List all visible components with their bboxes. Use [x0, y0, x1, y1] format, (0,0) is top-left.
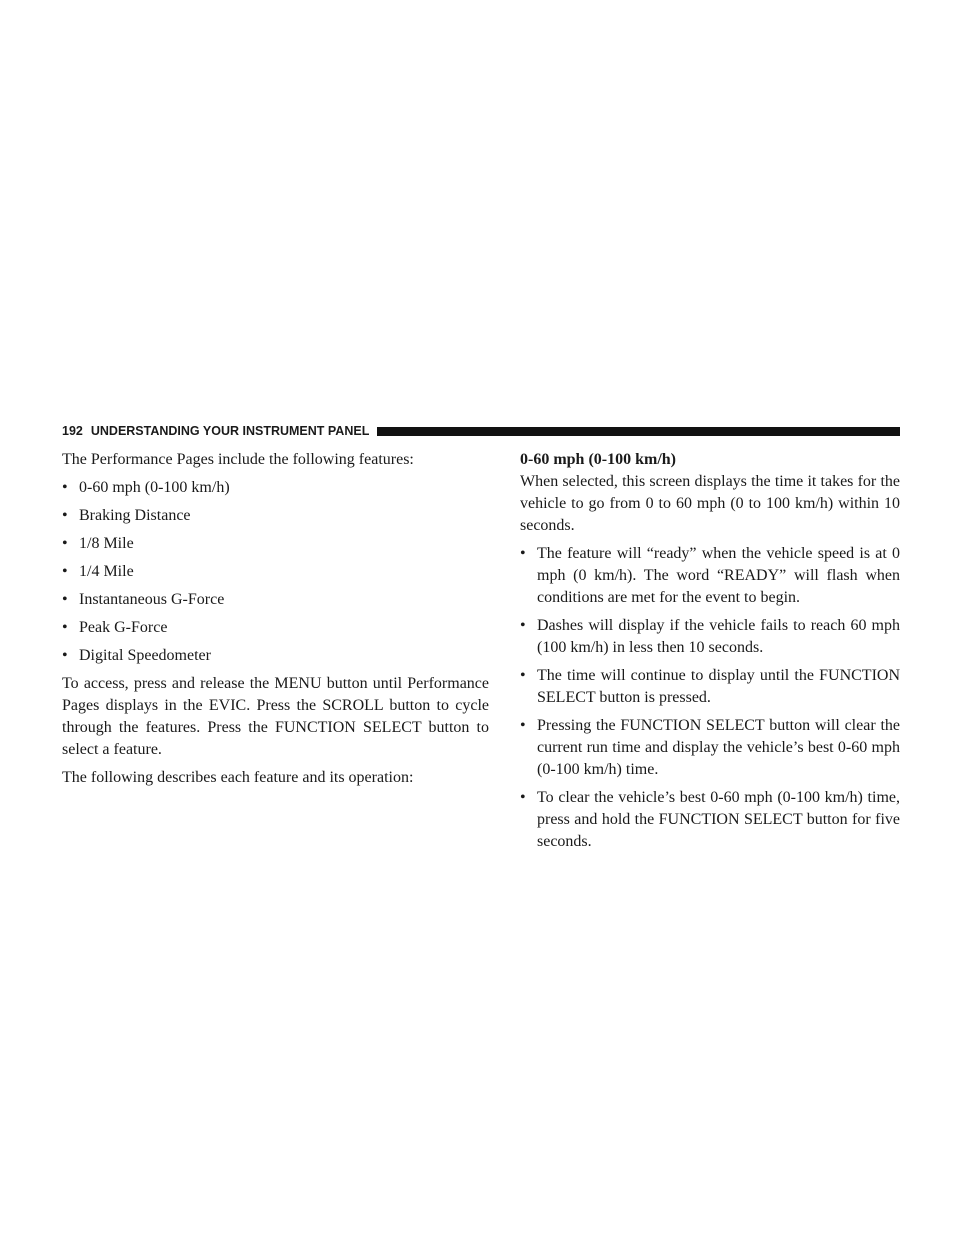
list-item — [520, 665, 900, 709]
list-item — [62, 505, 489, 527]
list-item — [62, 561, 489, 583]
page-header — [62, 421, 900, 441]
list-item — [520, 715, 900, 781]
bullet-icon: • — [62, 507, 68, 524]
feature-label: 1/8 Mile — [79, 535, 134, 552]
bullet-text: Pressing the FUNCTION SELECT button will clear the current run time and display the vehicle’s best 0-60 mph (0-100 km/h) time. — [537, 717, 900, 778]
bullet-icon: • — [520, 545, 526, 562]
intro-text: The Performance Pages include the following features: — [62, 451, 414, 468]
list-item — [62, 589, 489, 611]
description-paragraph: When selected, this screen displays the time it takes for the vehicle to go from 0 to 60 mph (0 to 100 km/h) within 10 seconds. — [520, 473, 900, 534]
feature-label: Instantaneous G-Force — [79, 591, 225, 608]
list-item — [62, 533, 489, 555]
feature-label: Braking Distance — [79, 507, 191, 524]
feature-label: 1/4 Mile — [79, 563, 134, 580]
bullet-text: The feature will “ready” when the vehicle speed is at 0 mph (0 km/h). The word “READY” will flash when conditions are met for the event to begin. — [537, 545, 900, 606]
bullet-icon: • — [62, 591, 68, 608]
page-number: 192 — [62, 424, 83, 438]
feature-list — [62, 477, 489, 667]
list-item — [62, 477, 489, 499]
bullet-icon: • — [520, 789, 526, 806]
operation-list — [520, 543, 900, 853]
section-heading: 0-60 mph (0-100 km/h) — [520, 451, 677, 468]
left-column — [62, 449, 489, 795]
feature-label: Digital Speedometer — [79, 647, 211, 664]
list-item — [62, 617, 489, 639]
right-column — [520, 449, 900, 859]
list-item — [62, 645, 489, 667]
following-paragraph: The following describes each feature and its operation: — [62, 769, 414, 786]
bullet-icon: • — [520, 717, 526, 734]
section-title: UNDERSTANDING YOUR INSTRUMENT PANEL — [90, 424, 370, 438]
bullet-icon: • — [520, 617, 526, 634]
bullet-icon: • — [62, 535, 68, 552]
bullet-icon: • — [62, 479, 68, 496]
list-item — [520, 787, 900, 853]
bullet-icon: • — [520, 667, 526, 684]
bullet-icon: • — [62, 619, 68, 636]
list-item — [520, 543, 900, 609]
bullet-text: To clear the vehicle’s best 0-60 mph (0-100 km/h) time, press and hold the FUNCTION SELECT button for five seconds. — [537, 789, 900, 850]
bullet-text: The time will continue to display until the FUNCTION SELECT button is pressed. — [537, 667, 900, 706]
feature-label: Peak G-Force — [79, 619, 168, 636]
header-rule — [377, 427, 900, 436]
feature-label: 0-60 mph (0-100 km/h) — [79, 479, 230, 496]
bullet-icon: • — [62, 563, 68, 580]
list-item — [520, 615, 900, 659]
access-paragraph: To access, press and release the MENU button until Performance Pages displays in the EVIC. Press the SCROLL button to cycle through the features. Press the FUNCTION SELECT button to select a feature. — [62, 675, 489, 758]
bullet-text: Dashes will display if the vehicle fails to reach 60 mph (100 km/h) in less then 10 seconds. — [537, 617, 900, 656]
bullet-icon: • — [62, 647, 68, 664]
